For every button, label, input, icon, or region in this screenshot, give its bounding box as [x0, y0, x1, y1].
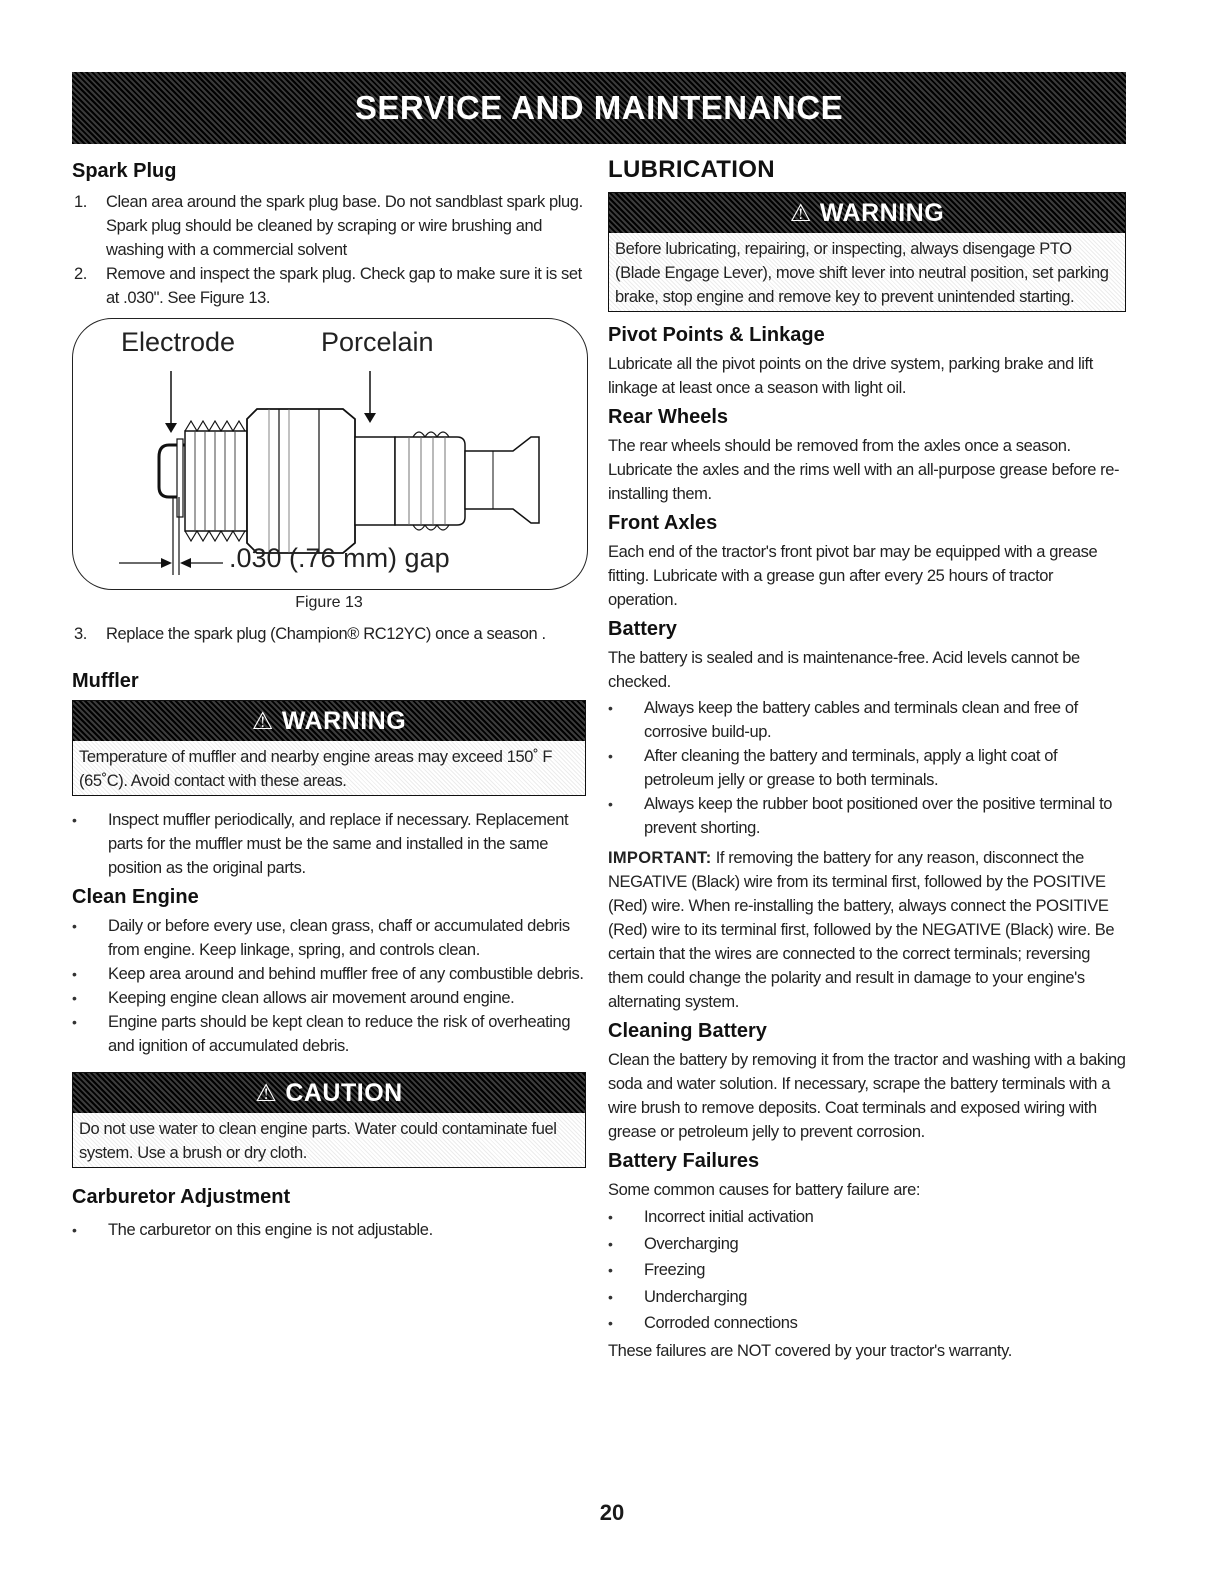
list-item [72, 190, 586, 262]
clean-engine-bullets [72, 914, 586, 1058]
lubrication-heading: LUBRICATION [608, 156, 775, 183]
figure-caption: Figure 13 [295, 594, 363, 611]
pivot-heading: Pivot Points & Linkage [608, 324, 825, 346]
caution-text: Do not use water to clean engine parts. Water could contaminate fuel system. Use a brush or dry cloth. [73, 1113, 585, 1167]
list-item: • Inspect muffler periodically, and replace if necessary. Replacement parts for the muffler must be the same and installed in the same position as the original parts. [72, 808, 586, 880]
important-note [608, 846, 1126, 1014]
caution-header [73, 1073, 585, 1113]
list-item: • Corroded connections [608, 1310, 1126, 1337]
warning-triangle-icon: ⚠ [789, 199, 812, 227]
list-item: • Keep area around and behind muffler free of any combustible debris. [72, 962, 586, 986]
caution-title: CAUTION [285, 1078, 403, 1107]
battery-failures-footer: These failures are NOT covered by your tractor's warranty. [608, 1341, 1012, 1360]
pivot-text: Lubricate all the pivot points on the drive system, parking brake and lift linkage at least once a season with light oil. [608, 355, 1093, 397]
list-item: • Incorrect initial activation [608, 1204, 1126, 1231]
list-item: • After cleaning the battery and terminals, apply a light coat of petroleum jelly or grease to both terminals. [608, 744, 1126, 792]
clean-engine-heading: Clean Engine [72, 886, 199, 908]
list-item: • Always keep the rubber boot positioned over the positive terminal to prevent shorting. [608, 792, 1126, 840]
spark-plug-heading: Spark Plug [72, 160, 177, 182]
spark-plug-steps [72, 190, 586, 310]
list-item: • Keeping engine clean allows air movement around engine. [72, 986, 586, 1010]
warning-triangle-icon: ⚠ [255, 1079, 278, 1107]
warning-header [609, 193, 1125, 233]
carburetor-heading: Carburetor Adjustment [72, 1186, 291, 1208]
list-item: • Freezing [608, 1257, 1126, 1284]
banner-title: SERVICE AND MAINTENANCE [354, 89, 844, 126]
step-number: 1. [74, 193, 87, 211]
battery-failures-bullets [608, 1204, 1126, 1337]
gap-label: .030 (.76 mm) gap [229, 543, 450, 573]
warning-text: Before lubricating, repairing, or inspecting, always disengage PTO (Blade Engage Lever), move shift lever into neutral position, set parking brake, stop engine and remove key to prevent unintended starting. [609, 233, 1125, 311]
carburetor-bullets [72, 1218, 586, 1242]
muffler-bullets [72, 808, 586, 880]
rear-wheels-text: The rear wheels should be removed from the axles once a season. Lubricate the axles and the rims well with an all-purpose grease before re-installing them. [608, 437, 1120, 503]
battery-failures-heading: Battery Failures [608, 1150, 760, 1172]
list-item: • Overcharging [608, 1231, 1126, 1258]
cleaning-battery-text: Clean the battery by removing it from the tractor and washing with a baking soda and water solution. If necessary, scrape the battery terminals with a wire brush to remove deposits. Coat terminals and exposed wiring with grease or petroleum jelly to prevent corrosion. [608, 1051, 1126, 1141]
step-text: Replace the spark plug (Champion® RC12YC) once a season . [106, 625, 546, 643]
step-number: 2. [74, 265, 87, 283]
list-item [72, 262, 586, 310]
electrode-label: Electrode [121, 327, 236, 357]
battery-heading: Battery [608, 618, 677, 640]
lubrication-warning-box [608, 192, 1126, 312]
step-text: Clean area around the spark plug base. Do not sandblast spark plug. Spark plug should be cleaned by scraping or wire brushing and washing with a commercial solvent [106, 193, 583, 259]
important-text: If removing the battery for any reason, disconnect the NEGATIVE (Black) wire from its terminal first, followed by the POSITIVE (Red) wire. When re-installing the battery, always connect the POSITIVE (Red) wire to its terminal first, followed by the NEGATIVE (Black) wire. Be certain that the wires are connected to the correct terminals; reversing them could change the polarity and result in damage to your engine's alternating system. [608, 849, 1115, 1011]
section-banner [72, 72, 1126, 144]
warning-text: Temperature of muffler and nearby engine areas may exceed 150˚ F (65˚C). Avoid contact with these areas. [73, 741, 585, 795]
caution-box [72, 1072, 586, 1168]
warning-title: WARNING [819, 198, 945, 227]
battery-failures-intro: Some common causes for battery failure are: [608, 1181, 921, 1199]
step-number: 3. [74, 625, 87, 643]
list-item [72, 622, 586, 646]
list-item: • The carburetor on this engine is not adjustable. [72, 1218, 586, 1242]
cleaning-battery-heading: Cleaning Battery [608, 1020, 767, 1042]
front-axles-text: Each end of the tractor's front pivot bar may be equipped with a grease fitting. Lubricate with a grease gun after every 25 hours of tractor operation. [608, 543, 1098, 609]
list-item: • Undercharging [608, 1284, 1126, 1311]
page-number: 20 [599, 1500, 625, 1525]
rear-wheels-heading: Rear Wheels [608, 406, 729, 428]
list-item: • Daily or before every use, clean grass, chaff or accumulated debris from engine. Keep linkage, spring, and controls clean. [72, 914, 586, 962]
right-column [608, 156, 1126, 1363]
warning-title: WARNING [281, 706, 407, 735]
step-text: Remove and inspect the spark plug. Check gap to make sure it is set at .030". See Figure 13. [106, 265, 582, 307]
front-axles-heading: Front Axles [608, 512, 718, 534]
spark-plug-figure [72, 318, 588, 590]
battery-text: The battery is sealed and is maintenance-free. Acid levels cannot be checked. [608, 649, 1080, 691]
warning-triangle-icon: ⚠ [251, 707, 274, 735]
important-label: IMPORTANT: [608, 849, 712, 867]
battery-bullets [608, 696, 1126, 840]
porcelain-label: Porcelain [321, 327, 434, 357]
left-column [72, 156, 586, 1242]
spark-plug-step3 [72, 622, 586, 646]
list-item: • Always keep the battery cables and terminals clean and free of corrosive build-up. [608, 696, 1126, 744]
muffler-heading: Muffler [72, 670, 139, 692]
muffler-warning-box [72, 700, 586, 796]
warning-header [73, 701, 585, 741]
list-item: • Engine parts should be kept clean to reduce the risk of overheating and ignition of accumulated debris. [72, 1010, 586, 1058]
